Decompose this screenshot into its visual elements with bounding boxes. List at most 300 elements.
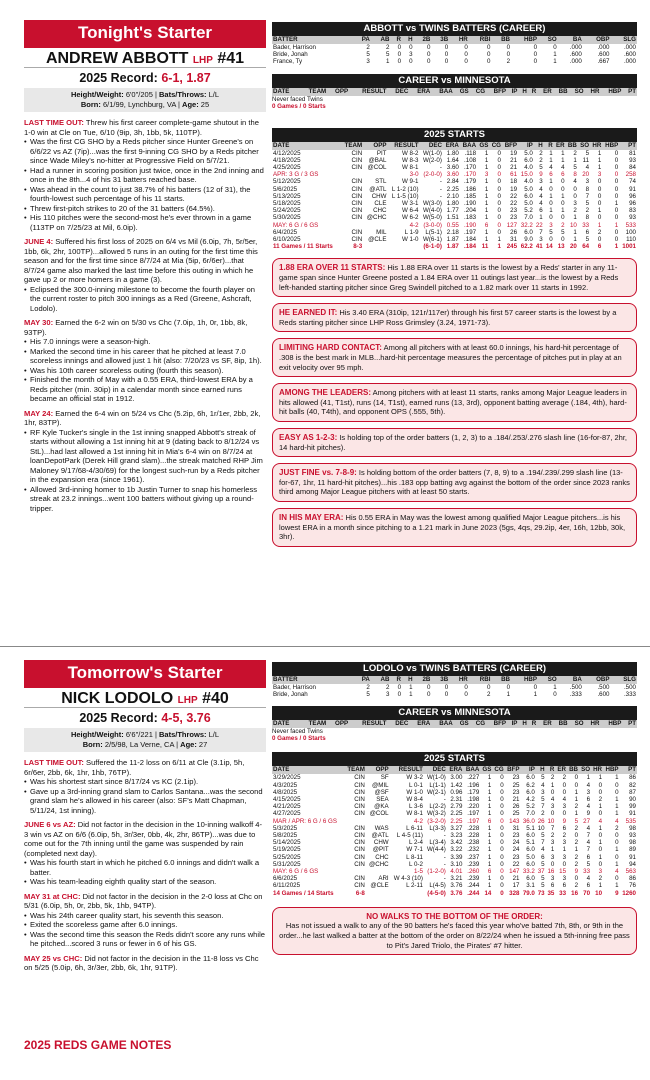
table-cell: L(2-2) bbox=[429, 803, 446, 811]
table-cell: 110 bbox=[626, 236, 636, 244]
header-row bbox=[272, 766, 637, 774]
note-box-heading: LIMITING HARD CONTACT: bbox=[279, 343, 382, 353]
table-cell: L 0-2 bbox=[409, 860, 423, 868]
table-cell: 36.0 bbox=[522, 817, 535, 825]
column-header: IP bbox=[518, 142, 534, 150]
note-box-heading: IN HIS MAY ERA: bbox=[279, 512, 344, 522]
table-row bbox=[272, 684, 637, 691]
table-row bbox=[272, 51, 637, 58]
table-cell: 0 bbox=[598, 846, 603, 854]
table-cell: 10 bbox=[595, 889, 603, 897]
column-header: BATTER bbox=[272, 36, 353, 44]
table-cell: 0 bbox=[615, 832, 619, 840]
table-cell: 0 bbox=[500, 803, 504, 811]
table-cell: 3 bbox=[409, 51, 413, 59]
note-bullet: • His 110 pitches were the second-most he's ever thrown in a game (113TP on 7/25/23 at Mil, 6.0ip). bbox=[24, 213, 266, 232]
table-cell: 143 bbox=[509, 817, 520, 825]
table-cell: 62.2 bbox=[520, 243, 533, 251]
table-cell: CIN bbox=[354, 846, 365, 854]
column-header: 3B bbox=[431, 36, 449, 44]
table-cell: 4/18/2025 bbox=[273, 156, 301, 164]
table-cell: 0 bbox=[614, 164, 619, 172]
table-cell: 1 bbox=[574, 810, 579, 818]
table-cell: 0 bbox=[500, 889, 504, 897]
table-cell: 6 bbox=[561, 171, 565, 179]
table-cell: W 8-3 bbox=[402, 156, 419, 164]
table-cell: .500 bbox=[597, 684, 610, 691]
table-cell: 32.2 bbox=[520, 221, 533, 229]
note-box-text: His 3.40 ERA (310ip, 121r/117er) through his first 57 career starts is the lowest by a Reds starting pitcher since LHP Ross Grimsley (3.24, 1971-73). bbox=[279, 308, 617, 327]
table-cell: 22 bbox=[510, 200, 518, 208]
table-cell: .239 bbox=[467, 875, 480, 883]
column-header: ERA bbox=[443, 142, 460, 150]
note-bullet: • Was the second time this season the Reds didn't score any runs while he pitched...scored 3 runs or fewer in 6 of his GS. bbox=[24, 930, 266, 949]
table-cell: .184 bbox=[464, 243, 477, 251]
table-cell: 0 bbox=[444, 58, 449, 66]
table-cell: W 9-1 bbox=[402, 178, 419, 186]
table-cell: 0 bbox=[506, 684, 511, 691]
lodolo-stats-panel bbox=[272, 662, 637, 955]
table-cell: 0 bbox=[597, 236, 602, 244]
table-cell: 2.31 bbox=[450, 796, 463, 804]
table-cell: 5 bbox=[574, 817, 579, 825]
table-cell: 0 bbox=[614, 228, 619, 236]
note-box-text: His 1.88 ERA over 11 starts is the lowest by a Reds' starter in any 11-game span since Hunter Greene posted a 1.84 ERA over 11 outings last year...is the lowest by a Reds left-handed starting pitcher since Greg Swindell pitched to a 1.82 mark over 11 starts in 1992. bbox=[279, 263, 619, 292]
table-cell: W 3-2 bbox=[406, 774, 423, 782]
table-cell: 2 bbox=[539, 156, 543, 164]
table-row bbox=[272, 214, 637, 221]
table-cell: 33 bbox=[559, 889, 567, 897]
note-box bbox=[272, 258, 637, 297]
table-cell: .600 bbox=[623, 51, 636, 59]
table-cell: 3 bbox=[484, 171, 489, 179]
column-header: H bbox=[518, 88, 527, 96]
table-cell: 7 bbox=[586, 832, 591, 840]
table-cell: 4/15/2025 bbox=[273, 796, 301, 804]
table-cell: 7 bbox=[541, 839, 545, 847]
table-cell: 0 bbox=[500, 868, 504, 876]
table-cell: 1 bbox=[484, 236, 489, 244]
table-cell: 127 bbox=[506, 221, 518, 229]
table-cell: 533 bbox=[625, 221, 636, 229]
column-header: CG bbox=[470, 88, 486, 96]
table-cell: .108 bbox=[464, 156, 477, 164]
table-cell: (2-0-0) bbox=[423, 171, 442, 179]
column-header: TEAM bbox=[299, 88, 327, 96]
column-header: R bbox=[390, 676, 402, 684]
column-header: RESULT bbox=[387, 142, 419, 150]
table-cell: 3 bbox=[573, 200, 577, 208]
table-cell: L 6-11 bbox=[406, 824, 423, 832]
table-cell: .197 bbox=[467, 817, 480, 825]
table-cell: 1 bbox=[615, 803, 619, 811]
column-header: HBP bbox=[602, 142, 619, 150]
column-header: SLG bbox=[610, 36, 637, 44]
career-total: 0 Games / 0 Starts bbox=[272, 735, 326, 743]
table-cell: CIN bbox=[354, 824, 365, 832]
note-text: Suffered his first loss of 2025 on 6/4 vs Mil (6.0ip, 7h, 5r/5er, 1bb, 6k, 2hr, 100TP)...allowed 5 runs in an outing for the first time this season and for the first time since 8/7/24 at Mia (5ip, 6r/6er)...that 8/7/24 game also marked the last time before this outing in which he gave up 2 or more homers in a game (3). bbox=[24, 237, 258, 284]
table-cell: 1 bbox=[549, 156, 553, 164]
table-cell: 0.55 bbox=[446, 221, 459, 229]
column-header: AB bbox=[371, 36, 391, 44]
table-cell: 1 bbox=[487, 853, 492, 861]
table-cell: 1 bbox=[553, 51, 557, 59]
column-header: HR bbox=[590, 142, 602, 150]
table-cell: 6/6/2025 bbox=[273, 875, 298, 883]
notes bbox=[24, 118, 266, 513]
table-row bbox=[272, 854, 637, 861]
note-box-text: His 0.55 ERA in May was the lowest among qualified Major League pitchers...is his lowest ERA in a month since pitching to a 1.21 mark in June 2023 (5gs, 4qs, 29.2ip, 4er, 16h, 12bb, 30k, 3hr). bbox=[279, 512, 626, 542]
table-cell: 0 bbox=[614, 149, 619, 157]
table-cell: 9 bbox=[574, 868, 579, 876]
column-header: SO bbox=[569, 88, 585, 96]
table-cell: CIN bbox=[351, 214, 363, 222]
table-cell: .244 bbox=[467, 889, 480, 897]
table-cell: 6/11/2025 bbox=[273, 882, 301, 890]
table-cell: 0 bbox=[500, 824, 504, 832]
table-cell: - bbox=[439, 185, 442, 193]
table-cell bbox=[366, 818, 390, 825]
table-cell: 1 bbox=[533, 691, 538, 699]
table-cell: 6 bbox=[487, 817, 492, 825]
table-cell: @COL bbox=[367, 164, 387, 172]
table-cell: 1 bbox=[561, 149, 565, 157]
table-cell: 0 bbox=[598, 832, 603, 840]
table-cell: 6 bbox=[597, 243, 602, 251]
table-cell: 1 bbox=[484, 207, 489, 215]
table-cell: 1 bbox=[487, 860, 492, 868]
note-paragraph bbox=[24, 758, 266, 815]
column-header: HBP bbox=[511, 676, 538, 684]
table-cell: W 8-4 bbox=[406, 796, 423, 804]
table-cell: L 2-11 bbox=[406, 882, 423, 890]
table-cell: 8 bbox=[585, 185, 590, 193]
table-cell: CIN bbox=[351, 228, 363, 236]
header-row bbox=[272, 676, 637, 684]
table-cell: 1 bbox=[615, 774, 619, 782]
section-divider bbox=[0, 646, 650, 647]
table-cell: .196 bbox=[467, 781, 480, 789]
table-cell: 79.0 bbox=[522, 889, 535, 897]
table-cell: 3.76 bbox=[450, 889, 463, 897]
note-paragraph bbox=[24, 409, 266, 514]
table-cell: 35 bbox=[547, 889, 555, 897]
table-cell: 0 bbox=[533, 58, 538, 66]
table-cell: - bbox=[443, 860, 446, 868]
note-box-heading: EASY AS 1-2-3: bbox=[279, 432, 338, 442]
table-cell bbox=[341, 171, 363, 178]
table-cell: 8 bbox=[585, 214, 590, 222]
table-cell bbox=[363, 222, 387, 229]
table-cell: PIT bbox=[376, 149, 387, 157]
table-cell: 4-2 bbox=[413, 817, 423, 825]
table-cell: 4 bbox=[586, 781, 591, 789]
column-header: ER bbox=[537, 720, 552, 728]
table-cell: 0 bbox=[574, 832, 579, 840]
table-cell: 8-3 bbox=[353, 243, 363, 251]
note-paragraph bbox=[24, 318, 266, 404]
note-paragraph bbox=[24, 892, 266, 949]
table-cell: (3-2-0) bbox=[427, 817, 446, 825]
table-cell: CHC bbox=[375, 853, 389, 861]
table-cell: W 1-0 bbox=[402, 236, 419, 244]
table-cell: 2 bbox=[366, 684, 370, 691]
table-row bbox=[272, 150, 637, 157]
column-header: OPP bbox=[366, 766, 390, 774]
table-cell: 0 bbox=[426, 691, 431, 699]
table-cell: 23 bbox=[510, 207, 518, 215]
table-cell: 0 bbox=[550, 810, 555, 818]
table-cell: 81 bbox=[629, 149, 636, 157]
table-cell: 1 bbox=[561, 207, 565, 215]
table-cell: 5.2 bbox=[524, 207, 533, 215]
table-cell: 0 bbox=[497, 200, 501, 208]
table-cell: 22 bbox=[510, 192, 518, 200]
note-bullets bbox=[24, 285, 266, 314]
table-cell: W 8-1 bbox=[406, 810, 423, 818]
note-box-text: Is holding top of the order batters (1, 2, 3) to a .184/.253/.276 slash line (16-for-87, 2hr, 14 hard-hit pitches). bbox=[279, 432, 628, 452]
table-cell: 6.0 bbox=[526, 860, 535, 868]
table-cell: 0 bbox=[506, 51, 511, 59]
table-cell: .186 bbox=[464, 185, 477, 193]
table-cell: 3 bbox=[550, 803, 555, 811]
note-paragraph bbox=[24, 820, 266, 887]
season-record: 2025 Record: 6-1, 1.87 bbox=[79, 71, 211, 85]
table-cell: 3/29/2025 bbox=[273, 774, 301, 782]
table-cell: 3 bbox=[366, 58, 370, 66]
tomorrow-starter-panel bbox=[24, 660, 266, 978]
table-cell: 1 bbox=[561, 156, 565, 164]
table-cell: 2.79 bbox=[450, 803, 463, 811]
note-text: Did not factor in the decision in the 2-0 loss at Chc on 5/31 (6.0ip, 5h, 0r, 2bb, 5k, 1hb, 94TP). bbox=[24, 891, 263, 910]
table-cell: L 1-5 (10) bbox=[391, 192, 419, 200]
table-cell: 5/6/2025 bbox=[273, 185, 298, 193]
table-cell: W 3-1 bbox=[402, 200, 419, 208]
table-cell: MAR / APR: 6 G / 6 GS bbox=[273, 817, 337, 825]
table-cell: 2 bbox=[598, 796, 603, 804]
note-bullet: • Gave up a 3rd-inning grand slam to Carlos Santana...was the second grand slam he's allowed in his career (also: SF's Matt Chapman, 5/11/24, 1st inning). bbox=[24, 787, 266, 816]
table-row bbox=[272, 774, 637, 781]
table-cell: 4.0 bbox=[524, 178, 533, 186]
table-cell: 5 bbox=[586, 860, 591, 868]
table-cell: CHW bbox=[371, 192, 387, 200]
table-cell: L 8-11 bbox=[406, 853, 423, 861]
table-cell: 1 bbox=[597, 164, 602, 172]
table-cell: 1.64 bbox=[446, 156, 459, 164]
table-cell: 74 bbox=[629, 178, 636, 186]
table-cell: 0 bbox=[549, 236, 553, 244]
column-header: DATE bbox=[272, 88, 299, 96]
column-header: 3B bbox=[431, 676, 449, 684]
note-box bbox=[272, 303, 637, 332]
table-cell: 3.76 bbox=[450, 882, 463, 890]
column-header: GS bbox=[480, 766, 492, 774]
table-cell: 6 bbox=[549, 171, 553, 179]
table-row bbox=[272, 882, 637, 889]
table-cell: .237 bbox=[467, 853, 480, 861]
table-cell: @CLE bbox=[368, 236, 387, 244]
note-bullets bbox=[24, 777, 266, 815]
table-cell: W(2-1) bbox=[426, 788, 446, 796]
table-cell: 0 bbox=[550, 860, 555, 868]
table-cell: 0 bbox=[615, 781, 619, 789]
table-cell: 20 bbox=[582, 171, 590, 179]
table-cell: 4 bbox=[586, 824, 591, 832]
table-cell: 16 bbox=[571, 889, 579, 897]
table-cell: 0 bbox=[614, 207, 619, 215]
table-cell: L 3-6 bbox=[409, 803, 423, 811]
column-header: CG bbox=[492, 766, 504, 774]
column-header: TEAM bbox=[299, 720, 327, 728]
note-text: Did not factor in the decision in the 10-inning walkoff 4-3 win vs AZ on 6/6 (6.0ip, 5h, 3r/3er, 0bb, 4k, 2hr, 86TP)...was due to come out for the 7th inning until the game was suspended by rain (completed next day). bbox=[24, 820, 263, 858]
table-cell: 1 bbox=[487, 796, 492, 804]
table-cell: CIN bbox=[354, 781, 365, 789]
column-header: TEAM bbox=[341, 142, 363, 150]
table-cell: 2 bbox=[550, 832, 555, 840]
table-cell: 1.80 bbox=[446, 149, 459, 157]
table-cell: 6 bbox=[562, 882, 567, 890]
table-cell: 5.0 bbox=[526, 853, 535, 861]
table-cell: 15.0 bbox=[520, 171, 533, 179]
table-cell: 0 bbox=[500, 846, 504, 854]
table-cell: 1 bbox=[615, 810, 619, 818]
column-header: BFP bbox=[502, 142, 518, 150]
table-cell: 0 bbox=[500, 781, 504, 789]
note-bullet: • Was his team-leading eighth quality start of the season. bbox=[24, 877, 266, 887]
table-cell: CIN bbox=[354, 853, 365, 861]
table-cell: CIN bbox=[354, 788, 365, 796]
table-cell: 2 bbox=[561, 221, 565, 229]
table-cell: 5.0 bbox=[524, 200, 533, 208]
table-cell: 1 bbox=[598, 839, 603, 847]
table-cell: 1 bbox=[484, 156, 489, 164]
table-cell: W 8-2 bbox=[402, 149, 419, 157]
note-box-text: Has not issued a walk to any of the 90 batters he's faced this year who've batted 7th, 8th, or 9th in the order...he last walked a batter at the bottom of the order on 8/22/24 when he issued a 5th-inning free pass to Pit's Jared Triolo, the Pirates' #7 hitter. bbox=[279, 921, 630, 950]
table-cell: @CLE bbox=[370, 882, 389, 890]
table-cell: @CHC bbox=[368, 860, 389, 868]
table-cell: 1 bbox=[614, 221, 619, 229]
table-cell: W(3-2) bbox=[426, 810, 446, 818]
table-cell: 23 bbox=[512, 832, 520, 840]
bio-box: Height/Weight: 6'0"/205 | Bats/Throws: L/L Born: 6/1/99, Lynchburg, VA | Age: 25 bbox=[24, 88, 266, 112]
table-cell: 4 bbox=[585, 164, 590, 172]
note-bullet: • Eclipsed the 300.0-inning milestone to become the fourth player on the current roster to pitch 300 innings as a Red (Greene, Ashcraft, Lodolo). bbox=[24, 285, 266, 314]
table-cell: .000 bbox=[569, 44, 582, 51]
table-cell: W 1-0 bbox=[406, 788, 423, 796]
vs-batters-table bbox=[272, 676, 637, 698]
table-cell: W 6-4 bbox=[402, 207, 419, 215]
table-cell: CIN bbox=[354, 810, 365, 818]
note-text: Suffered the 11-2 loss on 6/11 at Cle (3.1ip, 5h, 6r/6er, 2bb, 6k, 1hr, 1hb, 76TP). bbox=[24, 758, 245, 777]
table-row bbox=[272, 846, 637, 853]
table-cell: 5/19/2025 bbox=[273, 846, 301, 854]
column-header: R bbox=[544, 142, 554, 150]
table-cell: 2.25 bbox=[446, 185, 459, 193]
column-header: SO bbox=[538, 36, 558, 44]
table-cell: 3 bbox=[550, 839, 555, 847]
note-bullet: • Allowed 3rd-inning homer to 1b Justin Turner to snap his homerless streak at 23.2 innings...went 100 batters without giving up a round-tripper. bbox=[24, 485, 266, 514]
table-cell: 1 bbox=[597, 207, 602, 215]
table-cell: 2 bbox=[585, 207, 590, 215]
table-cell: 1.87 bbox=[446, 236, 459, 244]
table-cell: 0 bbox=[409, 58, 413, 66]
table-cell: 0 bbox=[506, 44, 511, 51]
table-cell: 2 bbox=[574, 860, 579, 868]
notes bbox=[24, 758, 266, 973]
table-cell: MAY: 6 G / 6 GS bbox=[273, 221, 319, 229]
table-cell: 4/12/2025 bbox=[273, 149, 301, 157]
table-cell: 0 bbox=[561, 200, 565, 208]
table-cell: .238 bbox=[467, 839, 480, 847]
table-cell: 0 bbox=[574, 875, 579, 883]
table-row bbox=[272, 44, 637, 51]
table-cell: .500 bbox=[569, 684, 582, 691]
table-cell: .000 bbox=[623, 58, 636, 66]
table-cell: 25 bbox=[512, 810, 520, 818]
table-cell: 2 bbox=[574, 853, 579, 861]
table-cell: 0 bbox=[533, 684, 538, 691]
career-vs-table bbox=[272, 720, 637, 728]
table-cell: 1 bbox=[497, 236, 501, 244]
table-cell: 3.60 bbox=[446, 171, 459, 179]
table-cell: 5 bbox=[561, 228, 565, 236]
table-cell: 0 bbox=[574, 781, 579, 789]
table-cell: W(1-0) bbox=[423, 149, 442, 157]
table-cell: - bbox=[443, 796, 446, 804]
table-cell: L(5-1) bbox=[425, 228, 442, 236]
table-cell: 0 bbox=[486, 44, 491, 51]
note-box bbox=[272, 463, 637, 502]
table-cell: @BAL bbox=[368, 156, 387, 164]
header-row bbox=[272, 88, 637, 96]
table-cell: 0 bbox=[497, 171, 501, 179]
table-cell: 3 bbox=[385, 691, 390, 699]
table-cell: 86 bbox=[629, 875, 636, 883]
table-cell: SEA bbox=[376, 796, 389, 804]
table-cell: 4/25/2025 bbox=[273, 164, 301, 172]
table-cell: 2.25 bbox=[450, 817, 463, 825]
table-cell: 6 bbox=[562, 824, 567, 832]
table-cell: 5.0 bbox=[524, 185, 533, 193]
table-cell: 2 bbox=[541, 810, 545, 818]
column-header: BAA bbox=[431, 720, 453, 728]
column-header: BFP bbox=[486, 720, 507, 728]
table-cell: 1 bbox=[484, 185, 489, 193]
table-cell: 5/3/2025 bbox=[273, 824, 298, 832]
table-cell: 6.0 bbox=[526, 875, 535, 883]
table-row bbox=[272, 868, 637, 875]
table-row bbox=[272, 825, 637, 832]
table-row bbox=[272, 171, 637, 178]
table-cell: @SF bbox=[374, 788, 389, 796]
table-cell: 0 bbox=[562, 788, 567, 796]
column-header: RBI bbox=[469, 676, 492, 684]
table-cell: 93 bbox=[629, 832, 636, 840]
table-cell: 1 bbox=[409, 691, 413, 699]
table-cell bbox=[387, 243, 419, 250]
table-row bbox=[272, 186, 637, 193]
table-cell: 8 bbox=[573, 171, 577, 179]
table-cell: 5 bbox=[541, 860, 545, 868]
table-cell: 0 bbox=[497, 178, 501, 186]
pitcher-name: NICK LODOLO LHP #40 bbox=[24, 686, 266, 708]
career-total: 0 Games / 0 Starts bbox=[272, 102, 326, 110]
table-cell: .190 bbox=[464, 221, 477, 229]
column-header: DEC bbox=[387, 720, 409, 728]
table-cell: 9 bbox=[615, 889, 619, 897]
column-header: H bbox=[402, 676, 414, 684]
table-cell: 23 bbox=[512, 774, 520, 782]
